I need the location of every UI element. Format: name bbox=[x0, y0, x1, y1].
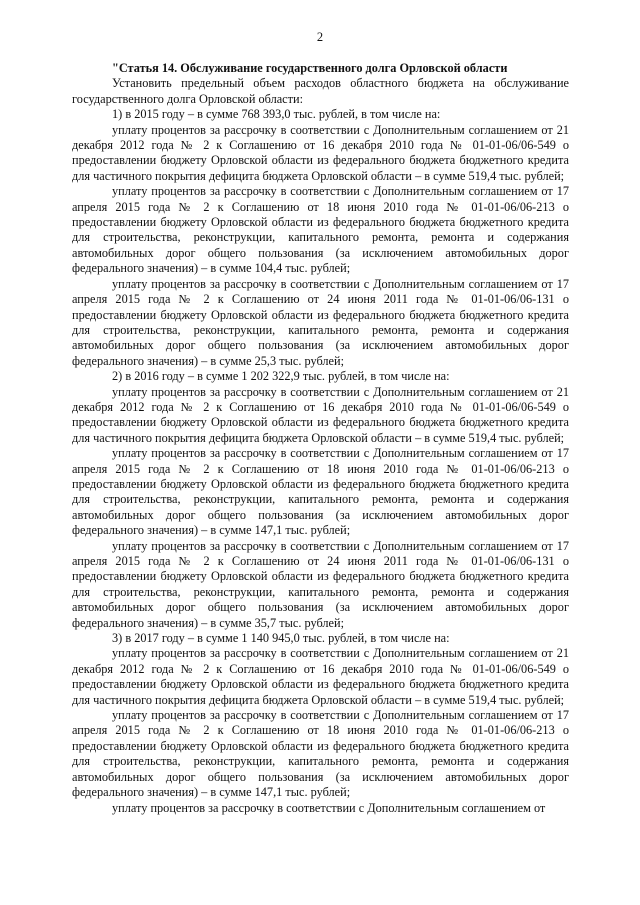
article-heading: "Статья 14. Обслуживание государственного долга Орловской области bbox=[112, 61, 508, 75]
interest-paragraph: уплату процентов за рассрочку в соответствии с Дополнительным соглашением от 17 апреля 2015 года № 2 к Соглашению от 24 июня 2011 года № 01-01-06/06-131 о предоставлении бюджету Орловской области из федерального бюджета бюджетного кредита для строительства, реконструкции, капитального ремонта, ремонта и содержания автомобильных дорог общего пользования (за исключением автомобильных дорог федерального значения) – в сумме 35,7 тыс. рублей; bbox=[72, 538, 569, 630]
year-2015-item: 1) в 2015 году – в сумме 768 393,0 тыс. рублей, в том числе на: bbox=[112, 107, 441, 122]
interest-paragraph: уплату процентов за рассрочку в соответствии с Дополнительным соглашением от 17 апреля 2015 года № 2 к Соглашению от 18 июня 2010 года № 01-01-06/06-213 о предоставлении бюджету Орловской области из федерального бюджета бюджетного кредита для строительства, реконструкции, капитального ремонта, ремонта и содержания автомобильных дорог общего пользования (за исключением автомобильных дорог федерального значения) – в сумме 147,1 тыс. рублей; bbox=[72, 708, 569, 800]
interest-paragraph: уплату процентов за рассрочку в соответствии с Дополнительным соглашением от 17 апреля 2015 года № 2 к Соглашению от 18 июня 2010 года № 01-01-06/06-213 о предоставлении бюджету Орловской области из федерального бюджета бюджетного кредита для строительства, реконструкции, капитального ремонта, ремонта и содержания автомобильных дорог общего пользования (за исключением автомобильных дорог федерального значения) – в сумме 147,1 тыс. рублей; bbox=[72, 446, 569, 538]
interest-paragraph: уплату процентов за рассрочку в соответствии с Дополнительным соглашением от 21 декабря 2012 года № 2 к Соглашению от 16 декабря 2010 года № 01-01-06/06-549 о предоставлении бюджету Орловской области из федерального бюджета бюджетного кредита для частичного покрытия дефицита бюджета Орловской области – в сумме 519,4 тыс. рублей; bbox=[72, 384, 569, 445]
year-2016-item: 2) в 2016 году – в сумме 1 202 322,9 тыс. рублей, в том числе на: bbox=[112, 369, 450, 384]
article-body bbox=[72, 61, 569, 816]
interest-paragraph: уплату процентов за рассрочку в соответствии с Дополнительным соглашением от 21 декабря 2012 года № 2 к Соглашению от 16 декабря 2010 года № 01-01-06/06-549 о предоставлении бюджету Орловской области из федерального бюджета бюджетного кредита для частичного покрытия дефицита бюджета Орловской области – в сумме 519,4 тыс. рублей; bbox=[72, 122, 569, 183]
interest-paragraph: уплату процентов за рассрочку в соответствии с Дополнительным соглашением от 17 апреля 2015 года № 2 к Соглашению от 18 июня 2010 года № 01-01-06/06-213 о предоставлении бюджету Орловской области из федерального бюджета бюджетного кредита для строительства, реконструкции, капитального ремонта, ремонта и содержания автомобильных дорог общего пользования (за исключением автомобильных дорог федерального значения) – в сумме 104,4 тыс. рублей; bbox=[72, 184, 569, 276]
page-number: 2 bbox=[316, 30, 324, 44]
interest-paragraph: уплату процентов за рассрочку в соответствии с Дополнительным соглашением от 17 апреля 2015 года № 2 к Соглашению от 24 июня 2011 года № 01-01-06/06-131 о предоставлении бюджету Орловской области из федерального бюджета бюджетного кредита для строительства, реконструкции, капитального ремонта, ремонта и содержания автомобильных дорог общего пользования (за исключением автомобильных дорог федерального значения) – в сумме 25,3 тыс. рублей; bbox=[72, 276, 569, 368]
interest-paragraph: уплату процентов за рассрочку в соответствии с Дополнительным соглашением от 21 декабря 2012 года № 2 к Соглашению от 16 декабря 2010 года № 01-01-06/06-549 о предоставлении бюджету Орловской области из федерального бюджета бюджетного кредита для частичного покрытия дефицита бюджета Орловской области – в сумме 519,4 тыс. рублей; bbox=[72, 646, 569, 707]
intro-paragraph: Установить предельный объем расходов областного бюджета на обслуживание государственного долга Орловской области: bbox=[72, 76, 569, 106]
interest-paragraph-continued: уплату процентов за рассрочку в соответствии с Дополнительным соглашением от bbox=[112, 800, 546, 815]
year-2017-item: 3) в 2017 году – в сумме 1 140 945,0 тыс. рублей, в том числе на: bbox=[112, 631, 450, 646]
